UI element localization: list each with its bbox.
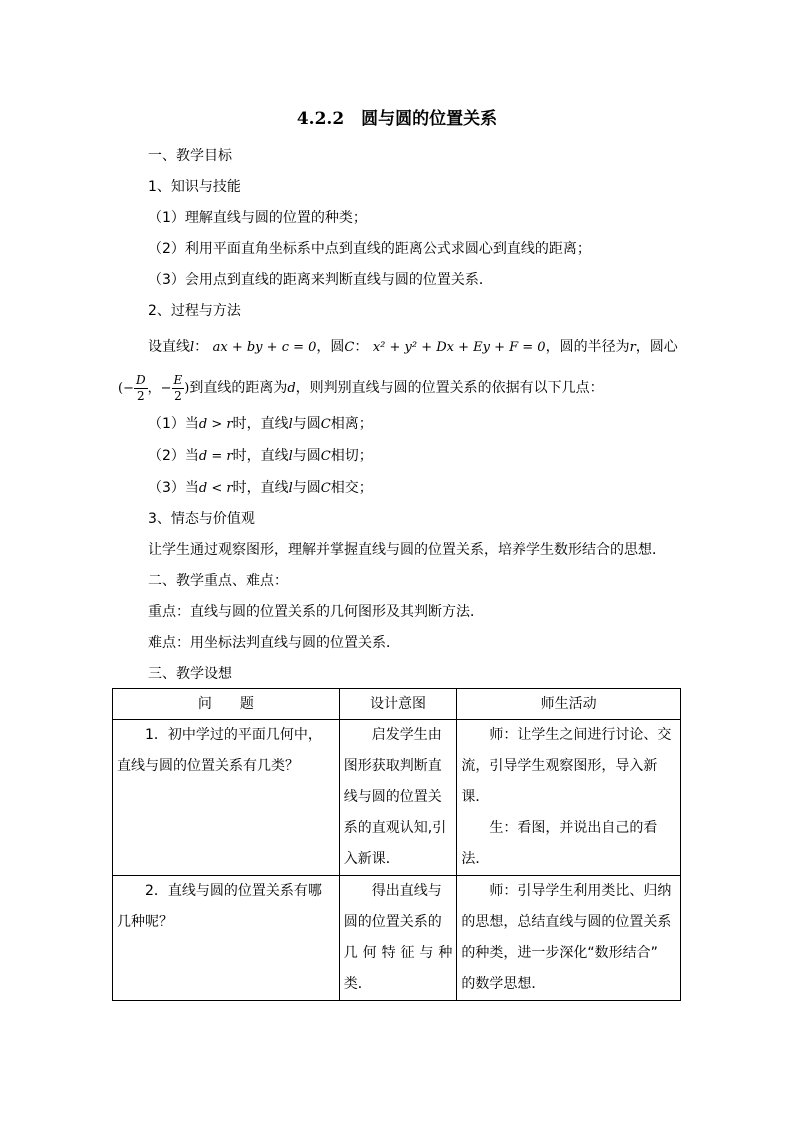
frac-num-E: E bbox=[173, 372, 183, 387]
center-paragraph bbox=[118, 370, 604, 407]
subsection-process-method: 2、过程与方法 bbox=[148, 303, 241, 319]
paren-close: ) bbox=[184, 381, 190, 396]
header-question: 问 题 bbox=[113, 689, 340, 720]
cell-line: 系的直观认知,引 bbox=[343, 820, 447, 836]
fraction-E-over-2 bbox=[172, 373, 185, 404]
cell-line: 2．直线与圆的位置关系有哪 bbox=[145, 883, 322, 899]
case-text: 与圆 bbox=[292, 416, 321, 432]
values-text: 让学生通过观察图形，理解并掌握直线与圆的位置关系，培养学生数形结合的思想． bbox=[148, 542, 666, 558]
cell-line: 线与圆的位置关 bbox=[343, 789, 442, 805]
cell-line: 师：引导学生利用类比、归纳 bbox=[489, 883, 672, 899]
cell-line: 流，引导学生观察图形，导入新 bbox=[461, 758, 658, 774]
frac-num-D: D bbox=[135, 372, 146, 387]
table-row bbox=[113, 720, 681, 876]
goal-item-1: （1）理解直线与圆的位置的种类； bbox=[148, 210, 367, 226]
activity-cell bbox=[457, 876, 681, 1001]
case-result: 相离； bbox=[330, 416, 373, 432]
math-C: C bbox=[320, 449, 331, 464]
case-text: 时，直线 bbox=[232, 416, 289, 432]
line-equation: ax + by + c = 0 bbox=[212, 340, 317, 355]
case-item-3 bbox=[148, 478, 373, 499]
teaching-design-table bbox=[112, 688, 681, 1001]
cell-line: 课． bbox=[461, 789, 490, 805]
header-activity: 师生活动 bbox=[457, 689, 681, 720]
case-text: 时，直线 bbox=[232, 448, 289, 464]
case-item-2 bbox=[148, 446, 373, 467]
document-title: 4.2.2 圆与圆的位置关系 bbox=[296, 109, 498, 129]
cell-line: 得出直线与 bbox=[371, 883, 442, 899]
cell-line: 的思想，总结直线与圆的位置关系 bbox=[461, 914, 672, 930]
case-result: 相切； bbox=[330, 448, 373, 464]
math-C: C bbox=[344, 340, 355, 355]
section-heading-key-points: 二、教学重点、难点： bbox=[148, 573, 288, 589]
cell-line: 几种呢？ bbox=[117, 914, 173, 930]
table-header-row bbox=[113, 689, 681, 720]
setup-colon: ： bbox=[194, 339, 209, 355]
case-text: 与圆 bbox=[292, 448, 321, 464]
subsection-knowledge-skills: 1、知识与技能 bbox=[148, 179, 241, 195]
frac-den-2: 2 bbox=[136, 388, 145, 403]
frac-den-2b: 2 bbox=[174, 388, 182, 403]
cell-line: 师：让学生之间进行讨论、交 bbox=[489, 727, 672, 743]
cell-line: 的数学思想． bbox=[461, 976, 546, 992]
circle-equation: x² + y² + Dx + Ey + F = 0 bbox=[372, 340, 546, 355]
case-condition: d > r bbox=[198, 417, 233, 432]
setup-paragraph bbox=[148, 337, 678, 358]
comma-minus: ，− bbox=[147, 381, 172, 396]
case-text: 时，直线 bbox=[232, 480, 289, 496]
setup-text-circle: ，圆 bbox=[316, 339, 345, 355]
fraction-D-over-2 bbox=[134, 373, 148, 404]
math-C: C bbox=[320, 481, 331, 496]
section-heading-goals: 一、教学目标 bbox=[148, 148, 232, 164]
cell-line: 法． bbox=[461, 851, 490, 867]
case-condition: d < r bbox=[198, 481, 233, 496]
math-l: l bbox=[288, 481, 293, 496]
intent-cell bbox=[339, 876, 457, 1001]
criteria-text: ，则判别直线与圆的位置关系的依据有以下几点： bbox=[295, 380, 604, 396]
activity-cell bbox=[457, 720, 681, 876]
setup-text-radius: ，圆的半径为 bbox=[545, 339, 630, 355]
table-row bbox=[113, 876, 681, 1001]
difficulty-text: 难点：用坐标法判直线与圆的位置关系． bbox=[148, 635, 400, 651]
math-l: l bbox=[190, 340, 195, 355]
goal-item-2: （2）利用平面直角坐标系中点到直线的距离公式求圆心到直线的距离； bbox=[148, 241, 591, 257]
question-cell bbox=[113, 720, 340, 876]
cell-line: 入新课． bbox=[343, 851, 400, 867]
key-point-text: 重点：直线与圆的位置关系的几何图形及其判断方法． bbox=[148, 604, 484, 620]
setup-text-center: ，圆心 bbox=[635, 339, 678, 355]
cell-line: 直线与圆的位置关系有几类？ bbox=[117, 758, 299, 774]
cell-line: 生：看图，并说出自己的看 bbox=[489, 820, 658, 836]
section-heading-design: 三、教学设想 bbox=[148, 666, 232, 682]
cell-line: 几何特征与种 bbox=[343, 945, 453, 961]
math-r: r bbox=[629, 340, 636, 355]
case-num: （3）当 bbox=[148, 480, 199, 496]
case-num: （2）当 bbox=[148, 448, 199, 464]
math-l: l bbox=[288, 449, 293, 464]
header-intent: 设计意图 bbox=[339, 689, 457, 720]
cell-line: 类． bbox=[343, 976, 372, 992]
case-item-1 bbox=[148, 414, 373, 435]
setup-text: 设直线 bbox=[148, 339, 190, 355]
case-num: （1）当 bbox=[148, 416, 199, 432]
math-C: C bbox=[320, 417, 331, 432]
math-l: l bbox=[288, 417, 293, 432]
paren-open: (− bbox=[118, 381, 134, 396]
cell-line: 的种类，进一步深化“数形结合” bbox=[461, 945, 658, 961]
cell-line: 1．初中学过的平面几何中， bbox=[145, 727, 322, 743]
cell-line: 圆的位置关系的 bbox=[343, 914, 442, 930]
case-condition: d = r bbox=[198, 449, 233, 464]
setup-colon-2: ： bbox=[354, 339, 369, 355]
subsection-values: 3、情态与价值观 bbox=[148, 511, 255, 527]
case-text: 与圆 bbox=[292, 480, 321, 496]
math-d: d bbox=[287, 381, 296, 396]
cell-line: 图形获取判断直 bbox=[343, 758, 442, 774]
distance-text: 到直线的距离为 bbox=[189, 380, 288, 396]
cell-line: 启发学生由 bbox=[371, 727, 442, 743]
intent-cell bbox=[339, 720, 457, 876]
question-cell bbox=[113, 876, 340, 1001]
case-result: 相交； bbox=[330, 480, 373, 496]
goal-item-3: （3）会用点到直线的距离来判断直线与圆的位置关系． bbox=[148, 272, 493, 288]
